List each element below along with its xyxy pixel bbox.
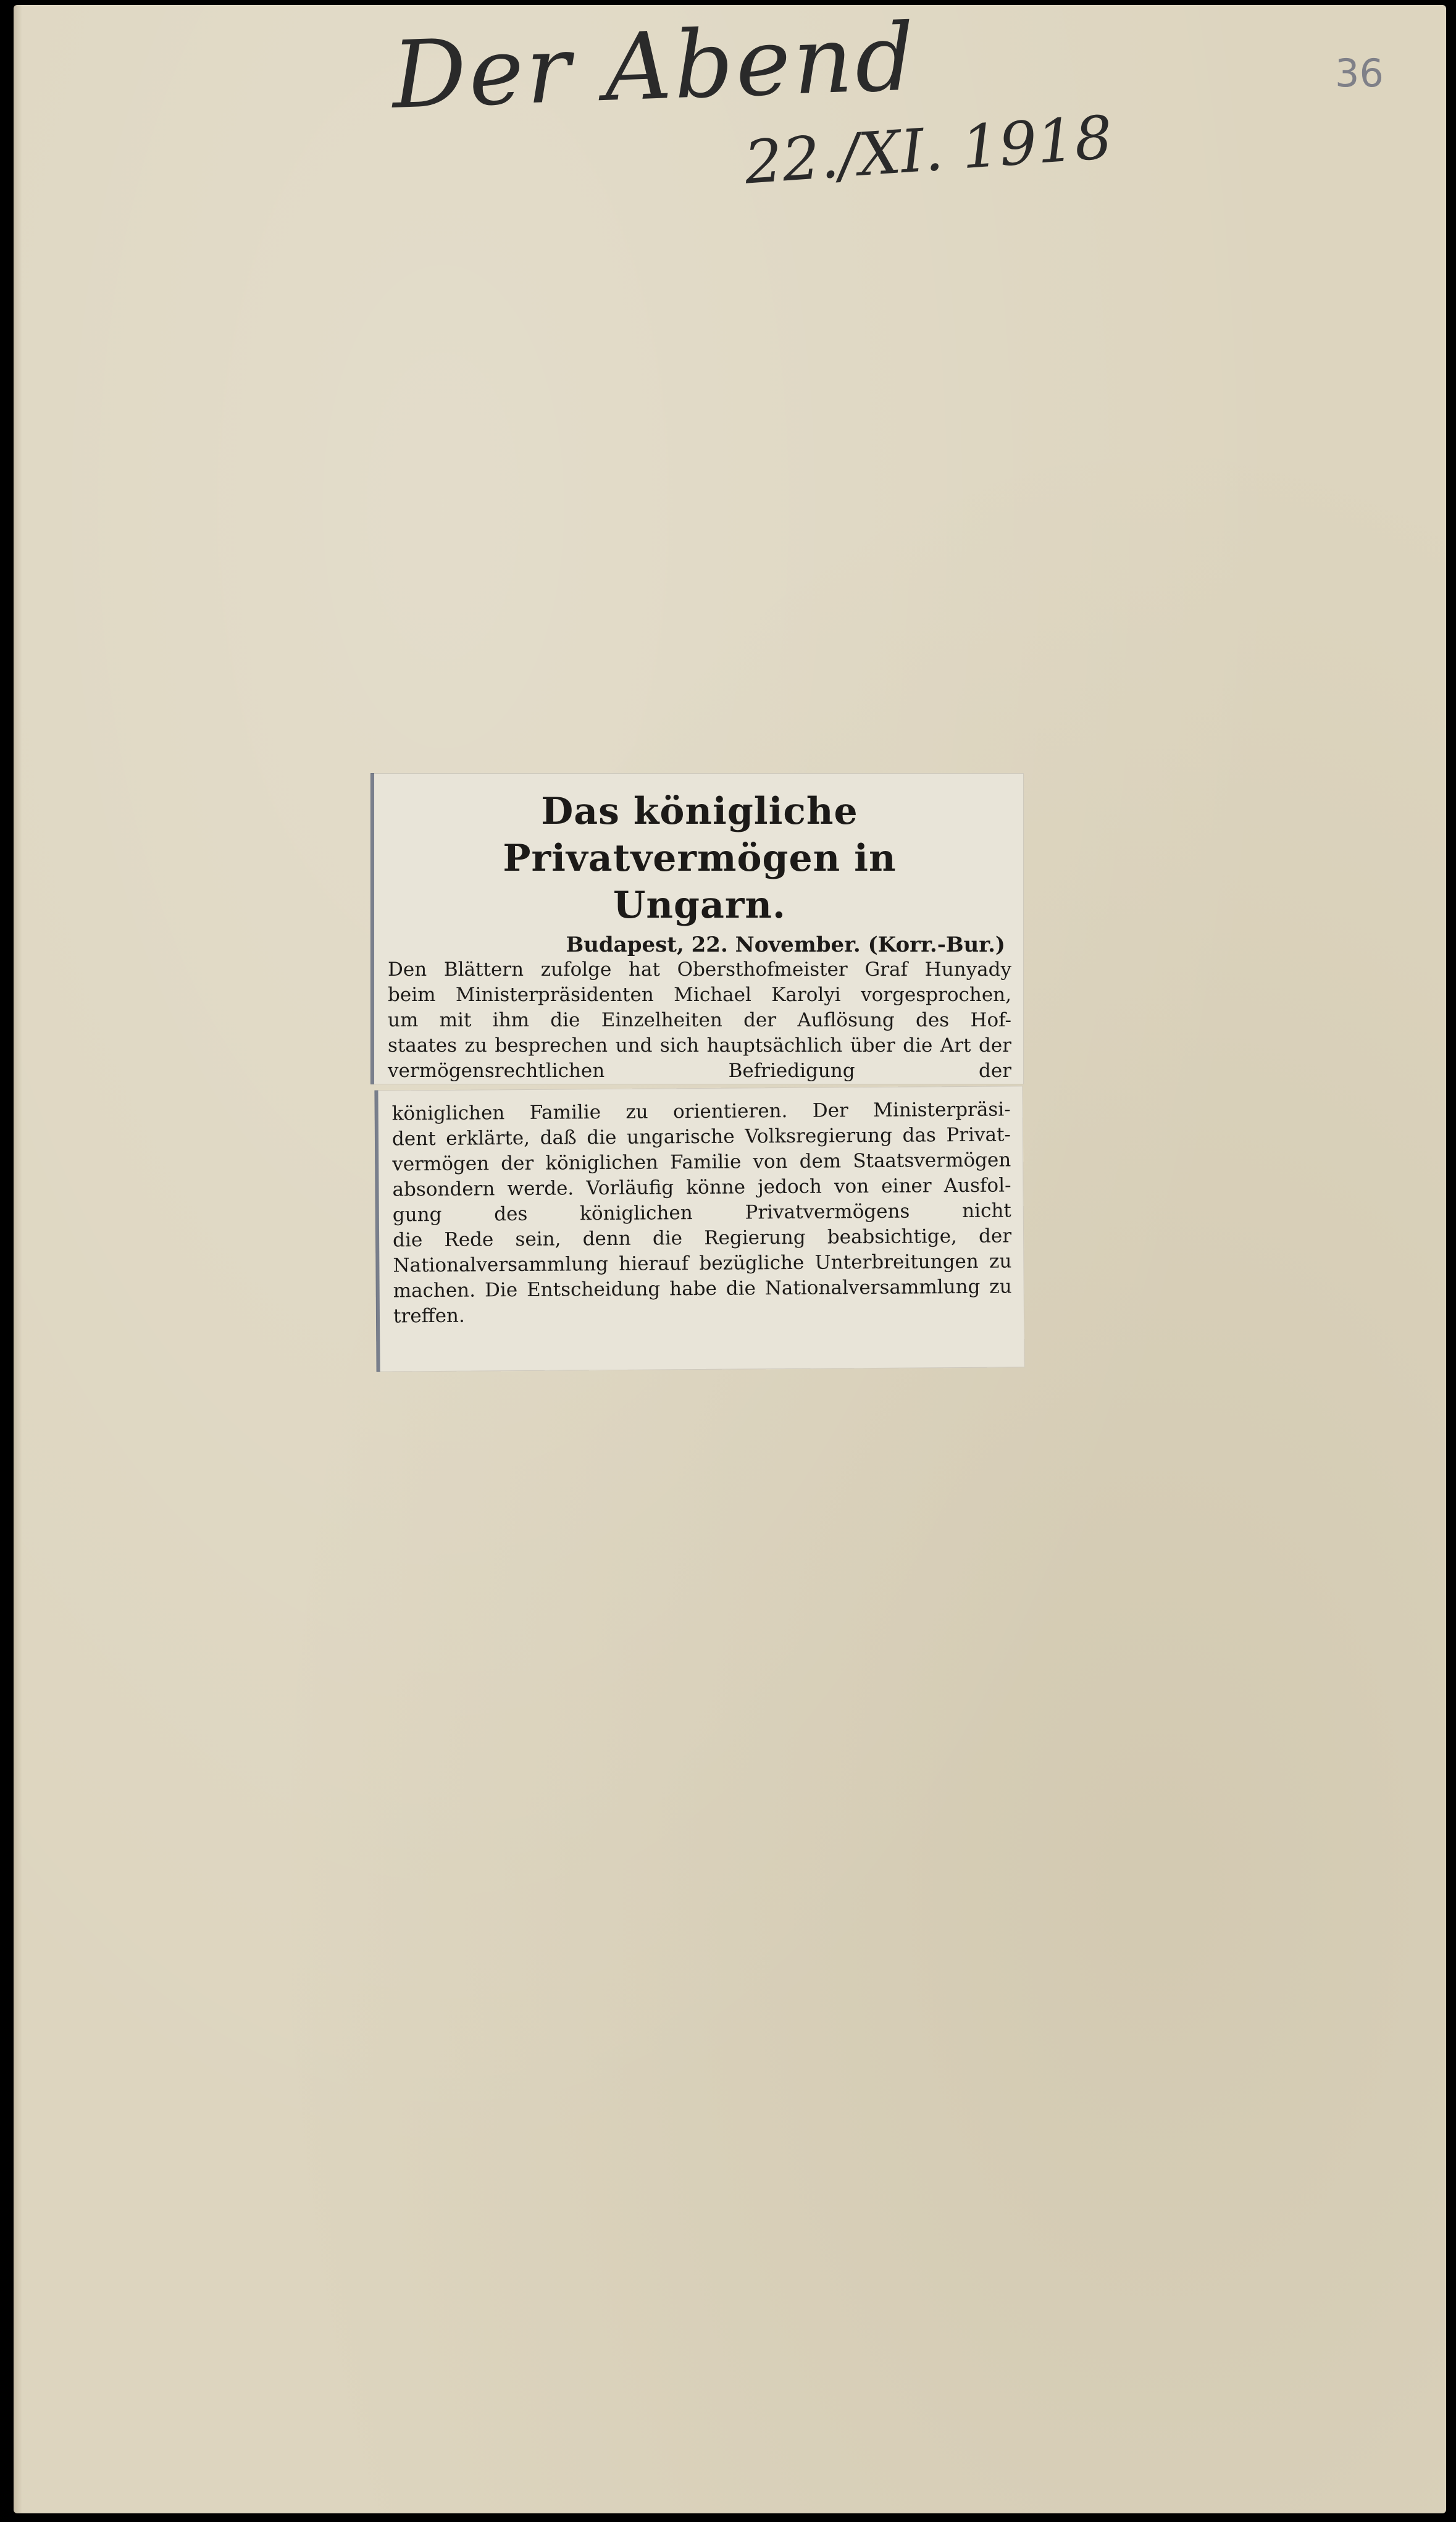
headline-line: Ungarn. xyxy=(613,884,786,927)
handwritten-date: 22./XI. 1918 xyxy=(742,103,1115,198)
text-line: dent erklärte, daß die ungarische Volksregierung das Privat- xyxy=(391,1123,1011,1150)
clipping-dateline: Budapest, 22. November. (Korr.-Bur.) xyxy=(566,932,1005,957)
text-line: vermögen der königlichen Familie von dem Staatsvermögen xyxy=(392,1149,1011,1176)
text-line: staates zu besprechen und sich hauptsächlich über die Art der xyxy=(388,1034,1011,1057)
text-line: machen. Die Entscheidung habe die Nationalversammlung zu xyxy=(393,1275,1012,1302)
clipping-headline xyxy=(388,788,1011,929)
handwritten-newspaper-name: Der Abend xyxy=(390,4,919,130)
text-line: gung des königlichen Privatvermögens nicht xyxy=(392,1199,1011,1226)
clipping-body-top xyxy=(370,957,1024,1084)
text-line: Nationalversammlung hierauf bezügliche Unterbreitungen zu xyxy=(393,1250,1012,1277)
text-line: beim Ministerpräsidenten Michael Karolyi vorgesprochen, xyxy=(388,984,1011,1006)
newspaper-clipping-bottom xyxy=(374,1086,1024,1372)
clipping-body-bottom xyxy=(374,1086,1024,1329)
text-line: vermögensrechtlichen Befriedigung der xyxy=(388,1060,1011,1082)
text-line: die Rede sein, denn die Regierung beabsichtige, der xyxy=(392,1225,1012,1252)
text-line: um mit ihm die Einzelheiten der Auflösung des Hof- xyxy=(388,1009,1011,1031)
text-line: königlichen Familie zu orientieren. Der Ministerpräsi- xyxy=(391,1098,1011,1125)
text-line: treffen. xyxy=(393,1304,465,1328)
text-line: absondern werde. Vorläufig könne jedoch von einer Ausfol- xyxy=(392,1174,1011,1201)
headline-line: Das königliche Privatvermögen in xyxy=(503,790,897,880)
text-line: Den Blättern zufolge hat Obersthofmeister Graf Hunyady xyxy=(388,958,1011,981)
newspaper-clipping-top xyxy=(370,773,1024,1084)
page-number: 36 xyxy=(1335,51,1384,96)
